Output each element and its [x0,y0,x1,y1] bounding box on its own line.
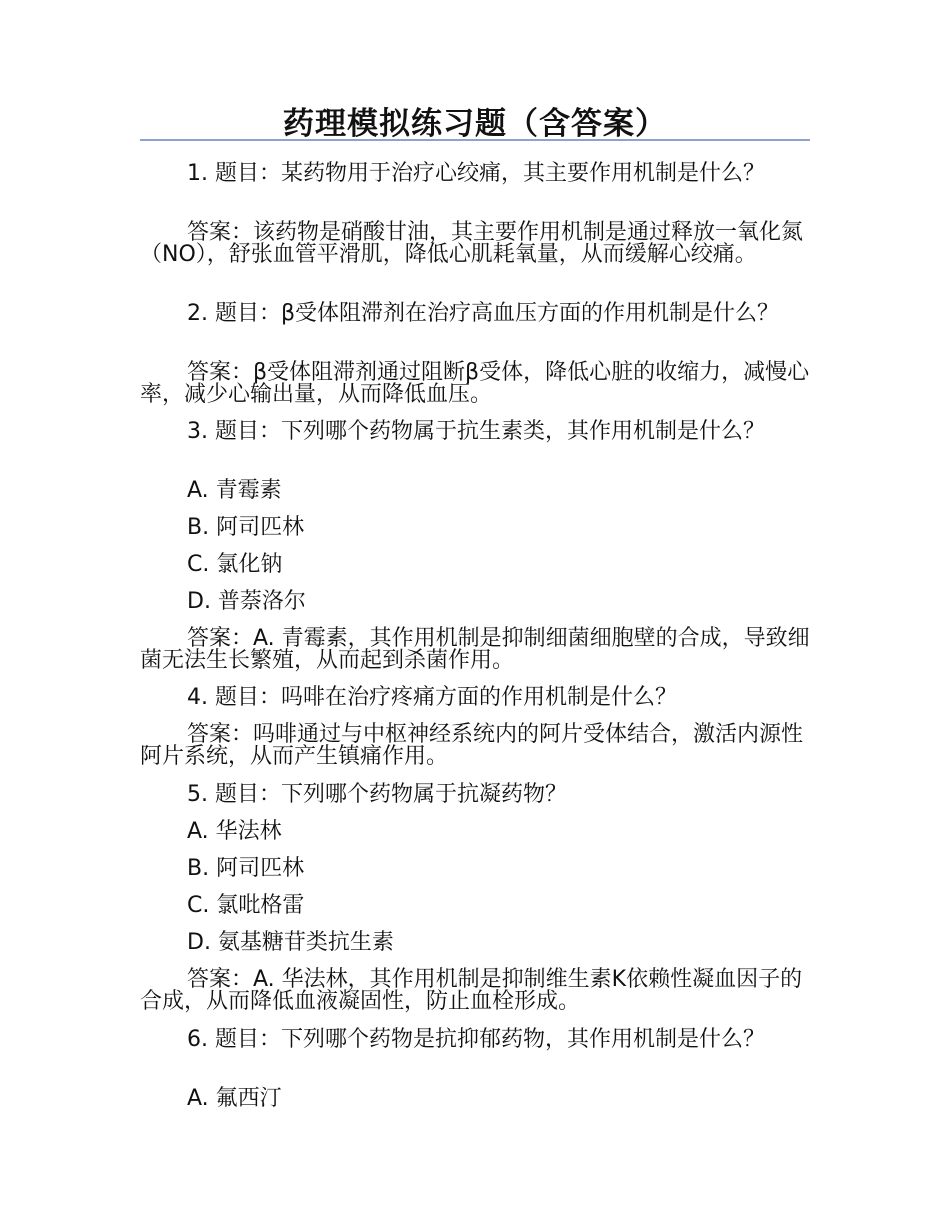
q3-option-b: B. 阿司匹林 [187,515,305,540]
question-2: 2. 题目：β受体阻滞剂在治疗高血压方面的作用机制是什么？ [187,301,780,326]
answer-3: 答案：A. 青霉素，其作用机制是抑制细菌细胞壁的合成，导致细菌无法生长繁殖，从而起到杀菌作用。 [140,626,810,673]
question-6: 6. 题目：下列哪个药物是抗抑郁药物，其作用机制是什么？ [187,1027,765,1052]
question-3: 3. 题目：下列哪个药物属于抗生素类，其作用机制是什么？ [187,419,765,444]
title-divider [140,139,810,141]
q6-option-a: A. 氟西汀 [187,1086,282,1111]
page-title: 药理模拟练习题（含答案） [283,106,667,142]
q5-option-c: C. 氯吡格雷 [187,893,305,918]
question-4: 4. 题目：吗啡在治疗疼痛方面的作用机制是什么？ [187,685,677,710]
q3-option-a: A. 青霉素 [187,478,282,503]
q5-option-a: A. 华法林 [187,819,282,844]
question-1: 1. 题目：某药物用于治疗心绞痛，其主要作用机制是什么？ [187,161,765,186]
q3-option-c: C. 氯化钠 [187,552,283,577]
answer-4: 答案：吗啡通过与中枢神经系统内的阿片受体结合，激活内源性阿片系统，从而产生镇痛作用。 [140,722,804,769]
question-5: 5. 题目：下列哪个药物属于抗凝药物？ [187,782,567,807]
q3-option-d: D. 普萘洛尔 [187,589,306,614]
q5-option-b: B. 阿司匹林 [187,856,305,881]
q5-option-d: D. 氨基糖苷类抗生素 [187,930,394,955]
answer-1: 答案：该药物是硝酸甘油，其主要作用机制是通过释放一氧化氮（NO），舒张血管平滑肌，降低心肌耗氧量，从而缓解心绞痛。 [140,220,804,267]
answer-2: 答案：β受体阻滞剂通过阻断β受体，降低心脏的收缩力，减慢心率，减少心输出量，从而降低血压。 [140,360,810,407]
answer-5: 答案：A. 华法林，其作用机制是抑制维生素K依赖性凝血因子的合成，从而降低血液凝固性，防止血栓形成。 [140,967,803,1014]
